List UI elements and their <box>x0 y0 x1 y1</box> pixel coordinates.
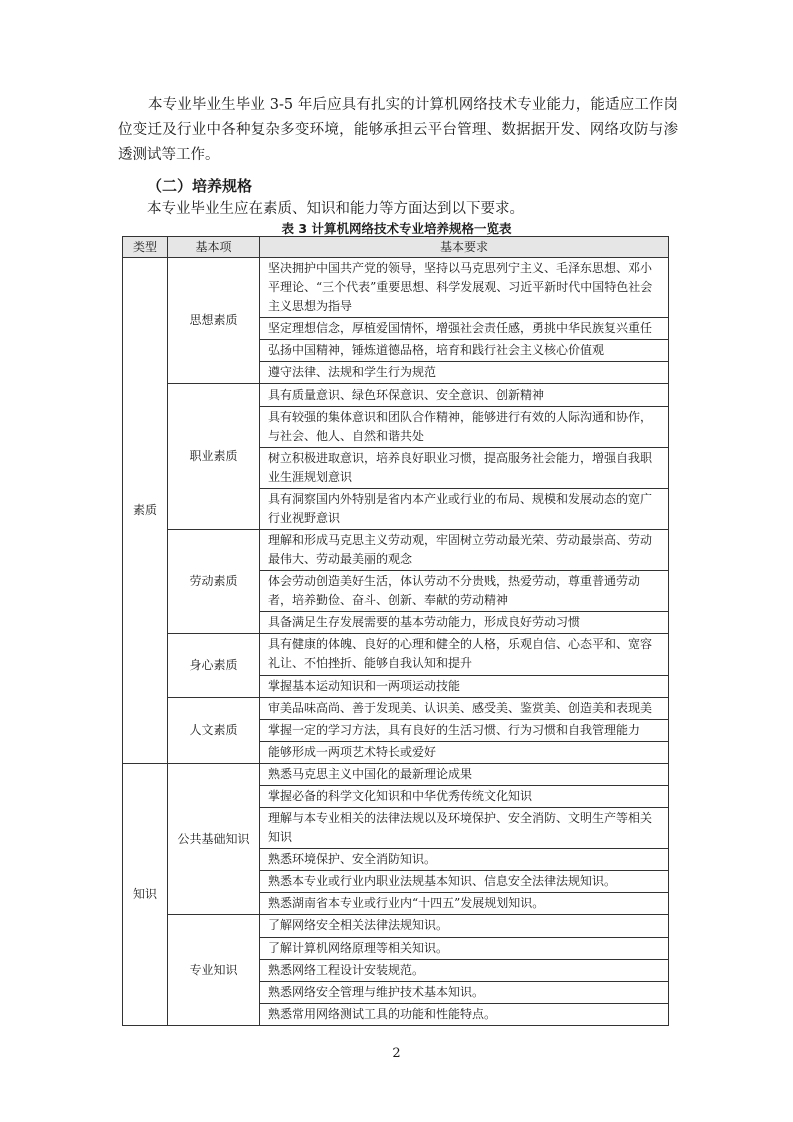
requirement-cell: 熟悉常用网络测试工具的功能和性能特点。 <box>260 1003 669 1025</box>
requirement-cell: 具有较强的集体意识和团队合作精神，能够进行有效的人际沟通和协作，与社会、他人、自然和谐共处 <box>260 406 669 447</box>
section-title: （二）培养规格 <box>147 177 253 195</box>
requirement-cell: 熟悉网络安全管理与维护技术基本知识。 <box>260 981 669 1003</box>
table-body <box>123 258 669 1026</box>
category-cell: 知识 <box>123 763 168 1025</box>
requirement-cell: 坚决拥护中国共产党的领导，坚持以马克思列宁主义、毛泽东思想、邓小平理论、“三个代表”重要思想、科学发展观、习近平新时代中国特色社会主义思想为指导 <box>260 258 669 318</box>
requirement-cell: 审美品味高尚、善于发现美、认识美、感受美、鉴赏美、创造美和表现美 <box>260 697 669 719</box>
requirement-cell: 掌握一定的学习方法，具有良好的生活习惯、行为习惯和自我管理能力 <box>260 719 669 741</box>
table-row <box>123 634 669 675</box>
table-caption: 表 3 计算机网络技术专业培养规格一览表 <box>281 221 512 236</box>
requirement-cell: 了解网络安全相关法律法规知识。 <box>260 915 669 937</box>
table-row <box>123 258 669 318</box>
requirement-cell: 具有洞察国内外特别是省内本产业或行业的布局、规模和发展动态的宽广行业视野意识 <box>260 488 669 529</box>
basic-item-cell: 思想素质 <box>168 258 260 384</box>
requirement-cell: 坚定理想信念，厚植爱国情怀，增强社会责任感，勇挑中华民族复兴重任 <box>260 318 669 340</box>
requirement-cell: 掌握基本运动知识和一两项运动技能 <box>260 675 669 697</box>
spec-table-container <box>122 236 668 1026</box>
requirement-cell: 具备满足生存发展需要的基本劳动能力，形成良好劳动习惯 <box>260 612 669 634</box>
basic-item-cell: 劳动素质 <box>168 530 260 634</box>
header-item: 基本项 <box>168 237 260 258</box>
basic-item-cell: 专业知识 <box>168 915 260 1026</box>
table-row <box>123 530 669 571</box>
requirement-cell: 熟悉网络工程设计安装规范。 <box>260 959 669 981</box>
category-cell: 素质 <box>123 258 168 764</box>
basic-item-cell: 职业素质 <box>168 384 260 530</box>
requirement-cell: 理解和形成马克思主义劳动观，牢固树立劳动最光荣、劳动最崇高、劳动最伟大、劳动最美丽的观念 <box>260 530 669 571</box>
requirement-cell: 熟悉湖南省本专业或行业内“十四五”发展规划知识。 <box>260 893 669 915</box>
requirement-cell: 具有健康的体魄、良好的心理和健全的人格，乐观自信、心态平和、宽容礼让、不怕挫折、能够自我认知和提升 <box>260 634 669 675</box>
requirement-cell: 熟悉马克思主义中国化的最新理论成果 <box>260 763 669 785</box>
basic-item-cell: 身心素质 <box>168 634 260 697</box>
requirement-cell: 遵守法律、法规和学生行为规范 <box>260 362 669 384</box>
table-row <box>123 915 669 937</box>
requirement-cell: 体会劳动创造美好生活，体认劳动不分贵贱，热爱劳动，尊重普通劳动者，培养勤俭、奋斗、创新、奉献的劳动精神 <box>260 571 669 612</box>
table-row <box>123 697 669 719</box>
requirement-cell: 熟悉环境保护、安全消防知识。 <box>260 849 669 871</box>
basic-item-cell: 公共基础知识 <box>168 763 260 915</box>
page-number: 2 <box>392 1046 401 1061</box>
table-row <box>123 763 669 785</box>
table-header-row <box>123 237 669 258</box>
header-requirement: 基本要求 <box>260 237 669 258</box>
requirement-cell: 熟悉本专业或行业内职业法规基本知识、信息安全法律法规知识。 <box>260 871 669 893</box>
requirement-cell: 弘扬中国精神，锤炼道德品格，培育和践行社会主义核心价值观 <box>260 340 669 362</box>
requirement-cell: 能够形成一两项艺术特长或爱好 <box>260 741 669 763</box>
requirement-cell: 树立积极进取意识，培养良好职业习惯，提高服务社会能力，增强自我职业生涯规划意识 <box>260 447 669 488</box>
requirement-cell: 掌握必备的科学文化知识和中华优秀传统文化知识 <box>260 785 669 807</box>
requirement-cell: 了解计算机网络原理等相关知识。 <box>260 937 669 959</box>
table-row <box>123 384 669 406</box>
requirement-cell: 具有质量意识、绿色环保意识、安全意识、创新精神 <box>260 384 669 406</box>
basic-item-cell: 人文素质 <box>168 697 260 763</box>
spec-table <box>122 236 669 1026</box>
intro-paragraph: 本专业毕业生毕业 3-5 年后应具有扎实的计算机网络技术专业能力，能适应工作岗位变迁及行业中各种复杂多变环境，能够承担云平台管理、数据据开发、网络攻防与渗透测试等工作。 <box>118 97 678 163</box>
lead-sentence: 本专业毕业生应在素质、知识和能力等方面达到以下要求。 <box>147 201 524 217</box>
requirement-cell: 理解与本专业相关的法律法规以及环境保护、安全消防、文明生产等相关知识 <box>260 808 669 849</box>
header-type: 类型 <box>123 237 168 258</box>
